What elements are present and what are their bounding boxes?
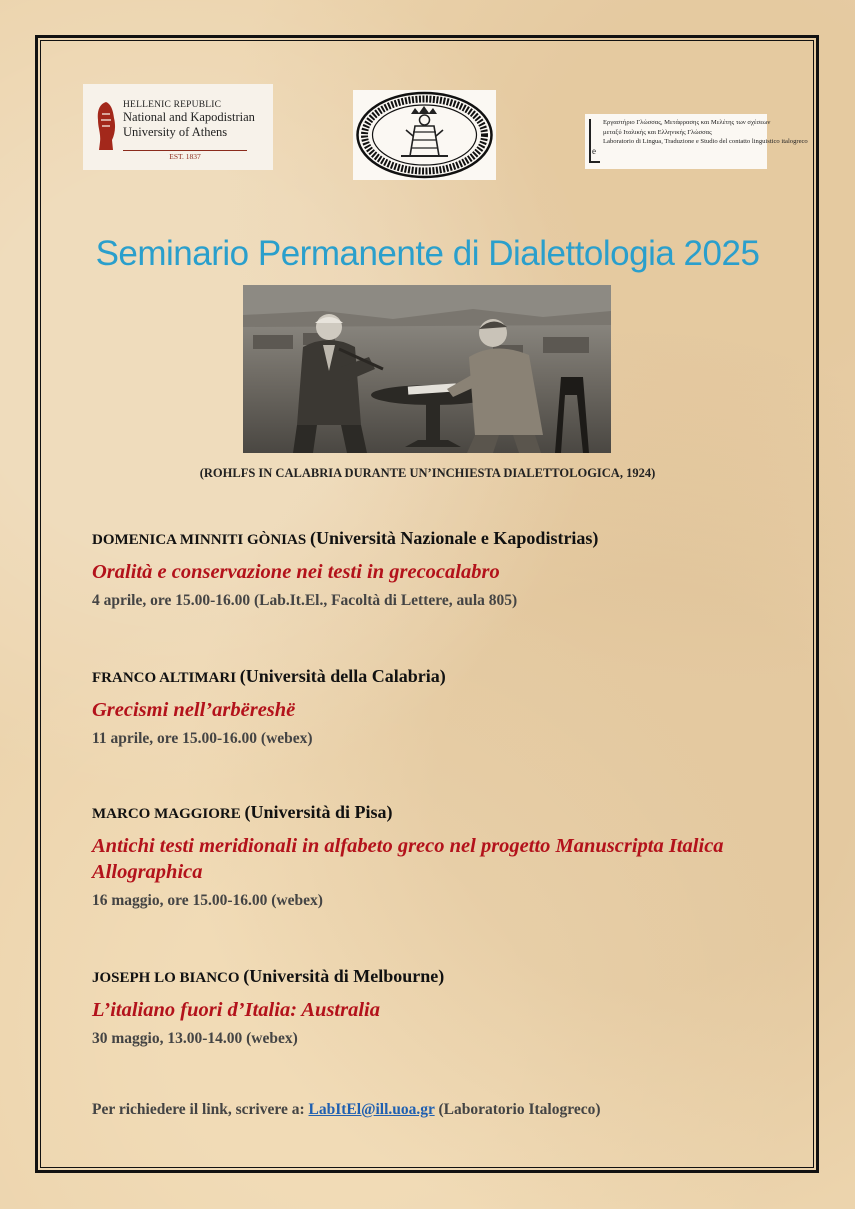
speaker-name: MARCO MAGGIORE <box>92 806 241 822</box>
uoa-logo <box>83 84 273 170</box>
speaker-name: FRANCO ALTIMARI <box>92 670 237 686</box>
talk-title: Antichi testi meridionali in alfabeto greco nel progetto Manuscripta Italica Allographica <box>92 835 724 883</box>
uoa-logo-est: EST. 1837 <box>123 150 247 161</box>
speaker-affiliation: (Università di Pisa) <box>244 802 393 822</box>
lab-logo-line2: μεταξύ Ιταλικής και Ελληνικής Γλώσσας <box>603 128 712 136</box>
talk-title: Oralità e conservazione nei testi in grecocalabro <box>92 561 500 583</box>
speaker-line <box>92 802 812 823</box>
speaker-line <box>92 966 812 987</box>
photo-caption: (ROHLFS IN CALABRIA DURANTE UN’INCHIESTA DIALETTOLOGICA, 1924) <box>199 466 656 480</box>
lab-logo-line1: Εργαστήριο Γλώσσας, Μετάφρασης και Μελέτης των σχέσεων <box>603 119 771 126</box>
talk-datetime: 11 aprile, ore 15.00-16.00 (webex) <box>92 730 313 747</box>
talk-item <box>92 666 812 748</box>
svg-text:e: e <box>592 146 596 156</box>
talk-title: L’italiano fuori d’Italia: Australia <box>92 999 381 1021</box>
lab-logo-line3: Laboratorio di Lingua, Traduzione e Studio del contatto linguistico italogreco <box>603 138 808 145</box>
athena-head-icon <box>95 100 117 152</box>
historic-photo <box>243 285 611 453</box>
seal-icon <box>353 90 496 180</box>
footer-contact <box>92 1101 601 1119</box>
uoa-logo-line2: National and Kapodistrian <box>123 110 255 124</box>
talk-title: Grecismi nell’arbëreshë <box>92 699 296 721</box>
talk-item <box>92 802 812 910</box>
footer-suffix: (Laboratorio Italogreco) <box>434 1101 601 1118</box>
speaker-name: JOSEPH LO BIANCO <box>92 970 240 986</box>
talk-datetime: 30 maggio, 13.00-14.00 (webex) <box>92 1030 298 1047</box>
uoa-logo-line1: HELLENIC REPUBLIC <box>123 100 222 110</box>
talk-item <box>92 528 812 610</box>
speaker-affiliation: (Università della Calabria) <box>239 666 446 686</box>
page-title: Seminario Permanente di Dialettologia 2025 <box>95 234 760 273</box>
speaker-affiliation: (Università di Melbourne) <box>243 966 445 986</box>
speaker-line <box>92 666 812 687</box>
lab-logo <box>585 114 808 169</box>
talk-datetime: 4 aprile, ore 15.00-16.00 (Lab.It.El., Facoltà di Lettere, aula 805) <box>92 592 518 609</box>
speaker-line <box>92 528 812 549</box>
talk-item <box>92 966 812 1048</box>
email-link[interactable]: LabItEl@ill.uoa.gr <box>308 1101 435 1118</box>
speaker-name: DOMENICA MINNITI GÒNIAS <box>92 532 307 548</box>
seal-logo <box>353 90 496 180</box>
footer-prefix: Per richiedere il link, scrivere a: <box>92 1101 309 1118</box>
talk-datetime: 16 maggio, ore 15.00-16.00 (webex) <box>92 892 323 909</box>
lab-mark-icon <box>588 118 601 164</box>
speaker-affiliation: (Università Nazionale e Kapodistrias) <box>309 528 599 548</box>
uoa-logo-line3: University of Athens <box>123 125 228 139</box>
